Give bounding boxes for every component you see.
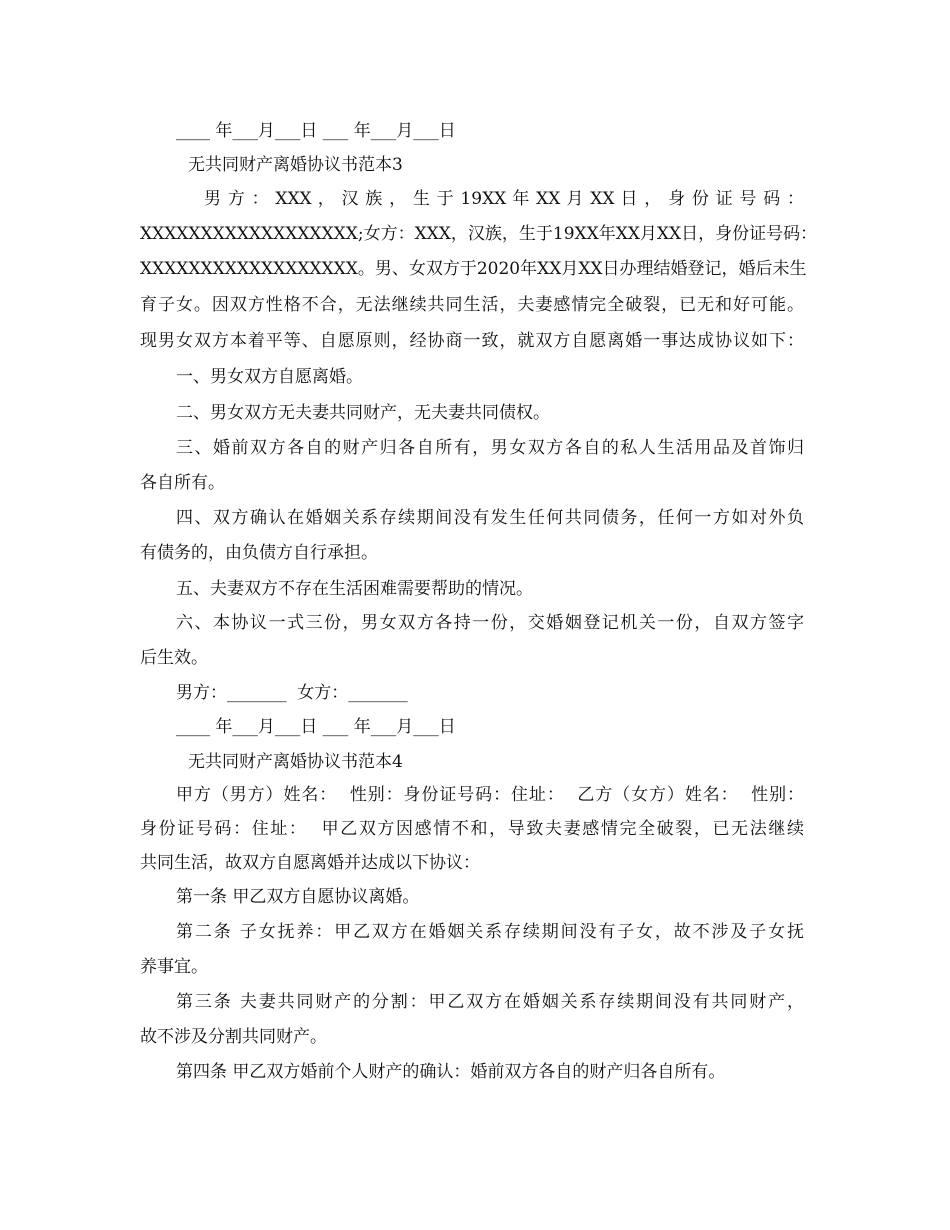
date-line-top: ____ 年___月___日 ___ 年___月___日 [176, 121, 456, 141]
section3-intro-line-2: XXXXXXXXXXXXXXXXXX;女方：XXX，汉族，生于19XX年XX月XX日，身份证号码： [140, 224, 818, 244]
date-line-bottom: ____ 年___月___日 ___ 年___月___日 [176, 717, 456, 737]
section4-intro-line-1: 甲方（男方）姓名： 性别：身份证号码：住址： 乙方（女方）姓名： 性别： [176, 785, 804, 805]
clause-6-line-1: 六、本协议一式三份，男女双方各持一份，交婚姻登记机关一份，自双方签字 [176, 613, 804, 633]
clause-6-line-2: 后生效。 [140, 648, 208, 668]
signature-line: 男方：_______ 女方：_______ [176, 683, 408, 703]
clause-3-line-2: 各自所有。 [140, 473, 225, 493]
clause-4-line-1: 四、双方确认在婚姻关系存续期间没有发生任何共同债务，任何一方如对外负 [176, 508, 804, 528]
article-2-line-2: 养事宜。 [140, 957, 208, 977]
section4-intro-line-2: 身份证号码：住址： 甲乙双方因感情不和，导致夫妻感情完全破裂，已无法继续 [140, 819, 804, 839]
clause-3-line-1: 三、婚前双方各自的财产归各自所有，男女双方各自的私人生活用品及首饰归 [176, 438, 804, 458]
clause-5: 五、夫妻双方不存在生活困难需要帮助的情况。 [176, 579, 533, 599]
section3-intro-line-1: 男 方 ： XXX ， 汉 族 ， 生 于 19XX 年 XX 月 XX 日 ， 身 份 证 号 码 ： [204, 189, 805, 209]
section4-intro-line-3: 共同生活，故双方自愿离婚并达成以下协议： [140, 853, 480, 873]
clause-2: 二、男女双方无夫妻共同财产，无夫妻共同债权。 [176, 403, 550, 423]
article-2-line-1: 第二条 子女抚养：甲乙双方在婚姻关系存续期间没有子女，故不涉及子女抚 [176, 922, 804, 942]
section3-title: 无共同财产离婚协议书范本3 [188, 155, 403, 175]
section3-intro-line-4: 育子女。因双方性格不合，无法继续共同生活，夫妻感情完全破裂，已无和好可能。 [140, 295, 804, 315]
article-3-line-2: 故不涉及分割共同财产。 [140, 1027, 327, 1047]
article-3-line-1: 第三条 夫妻共同财产的分割：甲乙双方在婚姻关系存续期间没有共同财产， [176, 992, 804, 1012]
article-4: 第四条 甲乙双方婚前个人财产的确认：婚前双方各自的财产归各自所有。 [176, 1062, 726, 1082]
clause-4-line-2: 有债务的，由负债方自行承担。 [140, 543, 378, 563]
article-1: 第一条 甲乙双方自愿协议离婚。 [176, 887, 420, 907]
section3-intro-line-5: 现男女双方本着平等、自愿原则，经协商一致，就双方自愿离婚一事达成协议如下： [140, 331, 804, 351]
clause-1: 一、男女双方自愿离婚。 [176, 367, 363, 387]
section3-intro-line-3: XXXXXXXXXXXXXXXXXX。男、女双方于2020年XX月XX日办理结婚登记，婚后未生 [140, 259, 807, 279]
section4-title: 无共同财产离婚协议书范本4 [188, 752, 403, 772]
